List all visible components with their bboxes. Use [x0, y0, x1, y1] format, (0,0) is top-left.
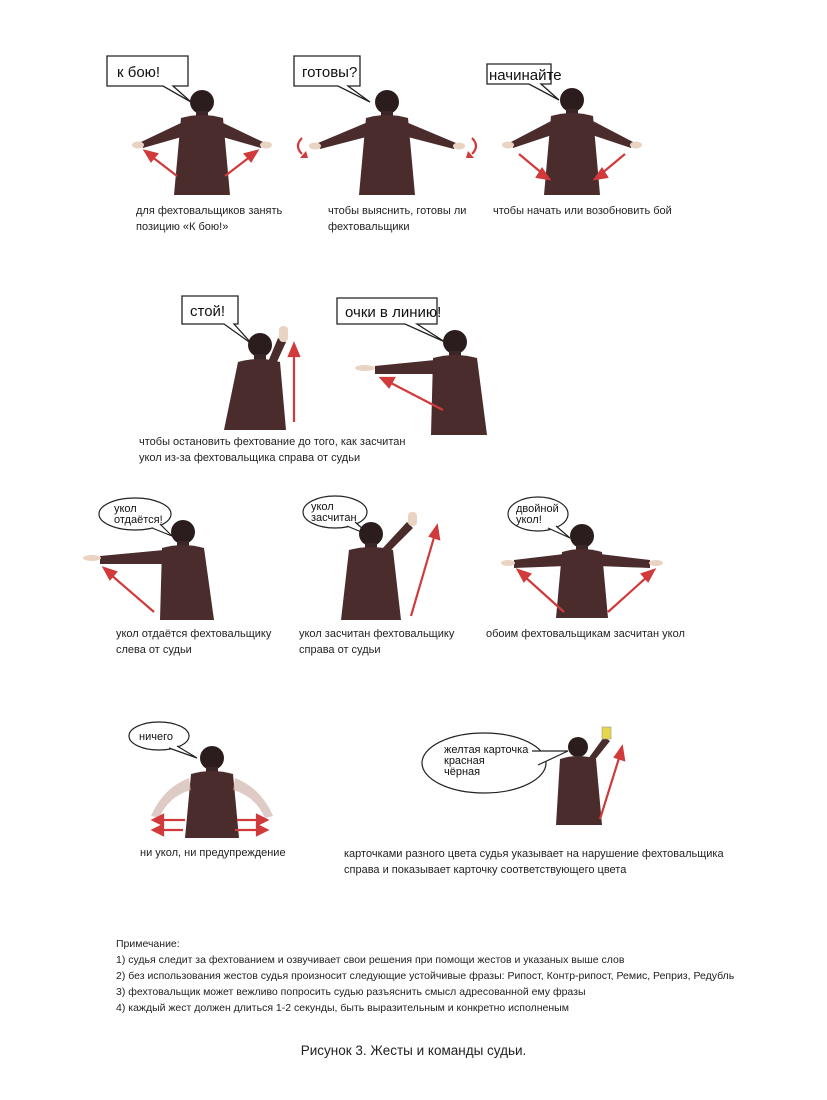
bubble-text: стой!: [190, 303, 226, 320]
gesture-cards: [420, 725, 640, 845]
speech-bubble: [99, 498, 172, 536]
arrow-up: [600, 747, 624, 819]
gesture-halt: [180, 290, 320, 435]
gesture-touch-right: [295, 492, 455, 624]
bubble-line: укол: [114, 503, 137, 515]
bubble-line: чёрная: [444, 766, 481, 778]
referee-figure: [224, 326, 288, 430]
caption-nothing: ни укол, ни предупреждение: [140, 847, 286, 859]
caption-double-touch: обоим фехтовальщикам засчитан укол: [486, 628, 685, 640]
gesture-touch-left: [80, 492, 260, 624]
note-item: 1) судья следит за фехтованием и озвучивает свои решения при помощи жестов и указаных выше слов: [116, 954, 625, 966]
referee-figure: [83, 520, 214, 620]
gesture-fence: [485, 50, 660, 200]
bubble-text: ничего: [139, 731, 173, 743]
gesture-double-touch: [500, 492, 670, 624]
speech-bubble: [508, 497, 570, 538]
caption-halt: чтобы остановить фехтование до того, как засчитан укол из-за фехтовальщика справа от судьи: [139, 436, 406, 464]
gesture-ready: [290, 50, 490, 200]
arrow-up: [411, 526, 439, 616]
bubble-line: желтая карточка: [444, 744, 529, 756]
caption-ready: чтобы выяснить, готовы ли фехтовальщики: [328, 205, 467, 233]
caption-touch-right: укол засчитан фехтовальщику справа от судьи: [299, 628, 455, 656]
bubble-line: укол: [311, 501, 334, 513]
note-item: 4) каждый жест должен длиться 1-2 секунды, быть выразительным и конкретно исполненым: [116, 1002, 569, 1014]
speech-bubble: [294, 56, 370, 102]
bubble-line: укол!: [516, 514, 542, 526]
figure-title: Рисунок 3. Жесты и команды судьи.: [300, 1043, 527, 1058]
speech-bubble: [182, 296, 252, 344]
bubble-line: двойной: [516, 503, 559, 515]
referee-figure: [309, 90, 465, 195]
bubble-text: очки в линию!: [345, 304, 442, 321]
speech-bubble: [422, 733, 568, 793]
gesture-nothing: [125, 718, 285, 843]
caption-fence: чтобы начать или возобновить бой: [493, 205, 672, 217]
arrow-diagonal: [104, 568, 154, 612]
caption-touch-left: укол отдаётся фехтовальщику слева от судьи: [116, 628, 272, 656]
speech-bubble: [487, 64, 562, 100]
bubble-line: красная: [444, 755, 485, 767]
note-item: 2) без использования жестов судья произносит следующие устойчивые фразы: Рипост, Контр-рипост, Ремис, Реприз, Редубль: [116, 970, 735, 982]
note-item: 3) фехтовальщик может вежливо попросить судью разъяснить смысл адресованной ему фразы: [116, 986, 586, 998]
gesture-line-up: [335, 290, 500, 435]
speech-bubble: [129, 722, 197, 758]
gesture-en-garde: [105, 50, 290, 200]
notes-heading: Примечание:: [116, 938, 180, 950]
referee-figure: [501, 524, 663, 618]
notes-block: [116, 936, 734, 1016]
bubble-text: готовы?: [302, 64, 358, 81]
referee-figure: [151, 746, 273, 838]
referee-figure: [502, 88, 642, 195]
card-icon: [602, 727, 611, 739]
bubble-line: засчитан: [311, 512, 357, 524]
referee-figure: [355, 330, 487, 435]
caption-en-garde: для фехтовальщиков занять позицию «К бою!»: [136, 205, 283, 233]
speech-bubble: [337, 298, 445, 342]
bubble-line: отдаётся!: [114, 514, 163, 526]
bubble-text: начинайте: [489, 67, 562, 84]
bubble-text: к бою!: [117, 64, 161, 81]
speech-bubble: [107, 56, 191, 102]
caption-cards: карточками разного цвета судья указывает на нарушение фехтовальщика справа и показывает карточку соответствующего цвета: [344, 848, 724, 876]
referee-figure: [132, 90, 272, 195]
arrow-up: [289, 344, 299, 422]
